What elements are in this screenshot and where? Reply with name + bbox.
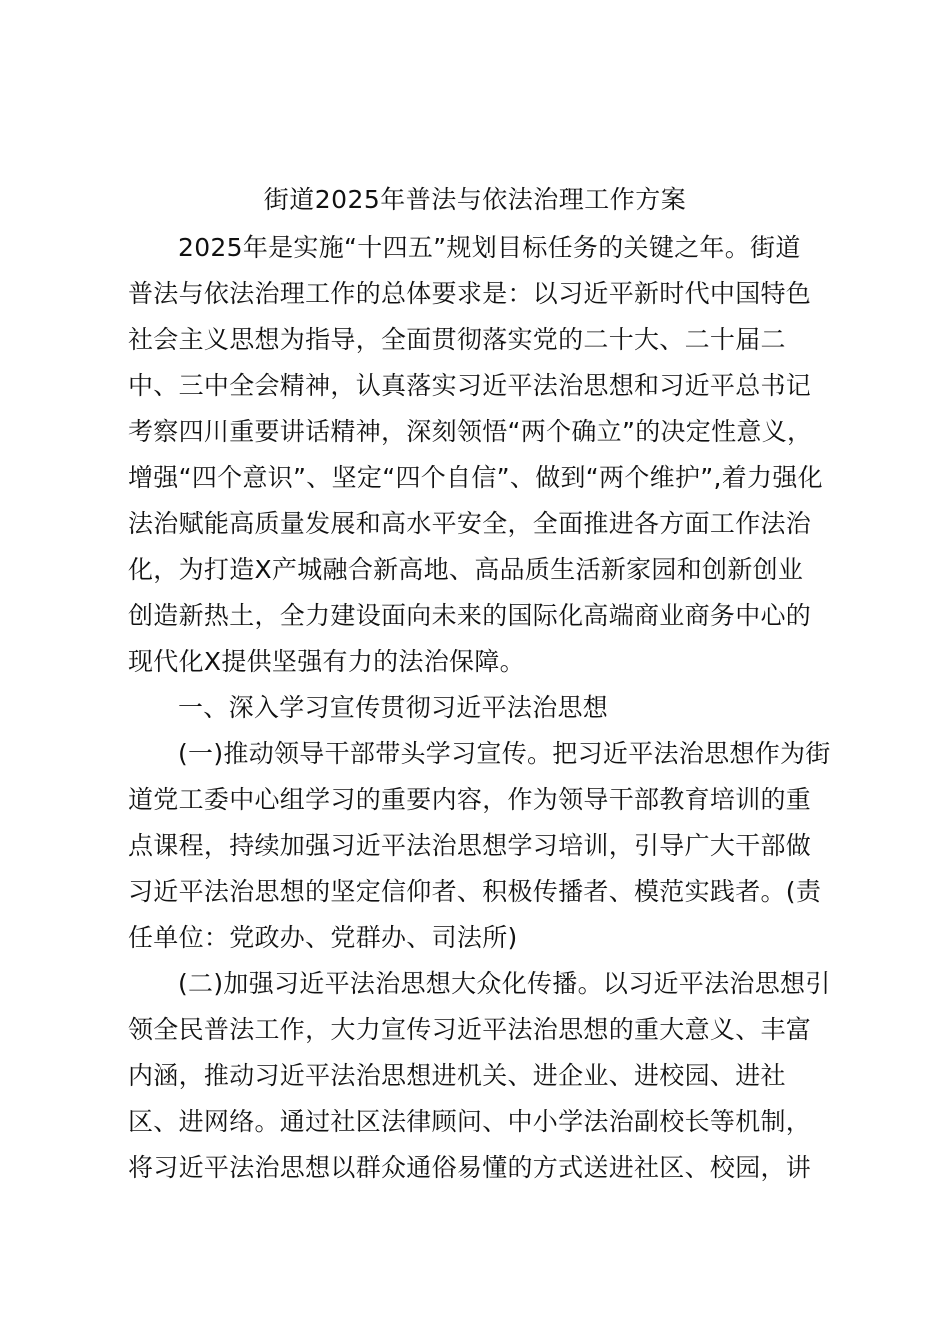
text-line: 2025年是实施“十四五”规划目标任务的关键之年。街道 [178,233,801,262]
text-line: 社会主义思想为指导，全面贯彻落实党的二十大、二十届二 [128,325,786,354]
document-body [128,225,831,1191]
text-line: (一)推动领导干部带头学习宣传。把习近平法治思想作为街 [178,739,831,768]
text-line: 道党工委中心组学习的重要内容，作为领导干部教育培训的重 [128,785,812,814]
text-line: 习近平法治思想的坚定信仰者、积极传播者、模范实践者。(责 [128,877,822,906]
text-line: 区、进网络。通过社区法律顾问、中小学法治副校长等机制， [128,1107,812,1136]
text-line: 考察四川重要讲话精神，深刻领悟“两个确立”的决定性意义， [128,417,813,446]
text-line: 领全民普法工作，大力宣传习近平法治思想的重大意义、丰富 [128,1015,812,1044]
text-line: 现代化X提供坚强有力的法治保障。 [128,647,525,676]
text-line: 化，为打造X产城融合新高地、高品质生活新家园和创新创业 [128,555,804,584]
text-line: 点课程，持续加强习近平法治思想学习培训，引导广大干部做 [128,831,812,860]
text-line: 增强“四个意识”、坚定“四个自信”、做到“两个维护”,着力强化 [128,463,823,492]
text-line: 内涵，推动习近平法治思想进机关、进企业、进校园、进社 [128,1061,786,1090]
text-line: 任单位：党政办、党群办、司法所) [128,923,518,952]
text-line: 一、深入学习宣传贯彻习近平法治思想 [178,693,609,722]
text-line: 普法与依法治理工作的总体要求是：以习近平新时代中国特色 [128,279,812,308]
text-line: (二)加强习近平法治思想大众化传播。以习近平法治思想引 [178,969,831,998]
document-title: 街道2025年普法与依法治理工作方案 [263,185,687,214]
text-line: 中、三中全会精神，认真落实习近平法治思想和习近平总书记 [128,371,812,400]
text-line: 将习近平法治思想以群众通俗易懂的方式送进社区、校园，讲 [128,1153,812,1182]
text-line: 法治赋能高质量发展和高水平安全，全面推进各方面工作法治 [128,509,812,538]
text-line: 创造新热土，全力建设面向未来的国际化高端商业商务中心的 [128,601,812,630]
